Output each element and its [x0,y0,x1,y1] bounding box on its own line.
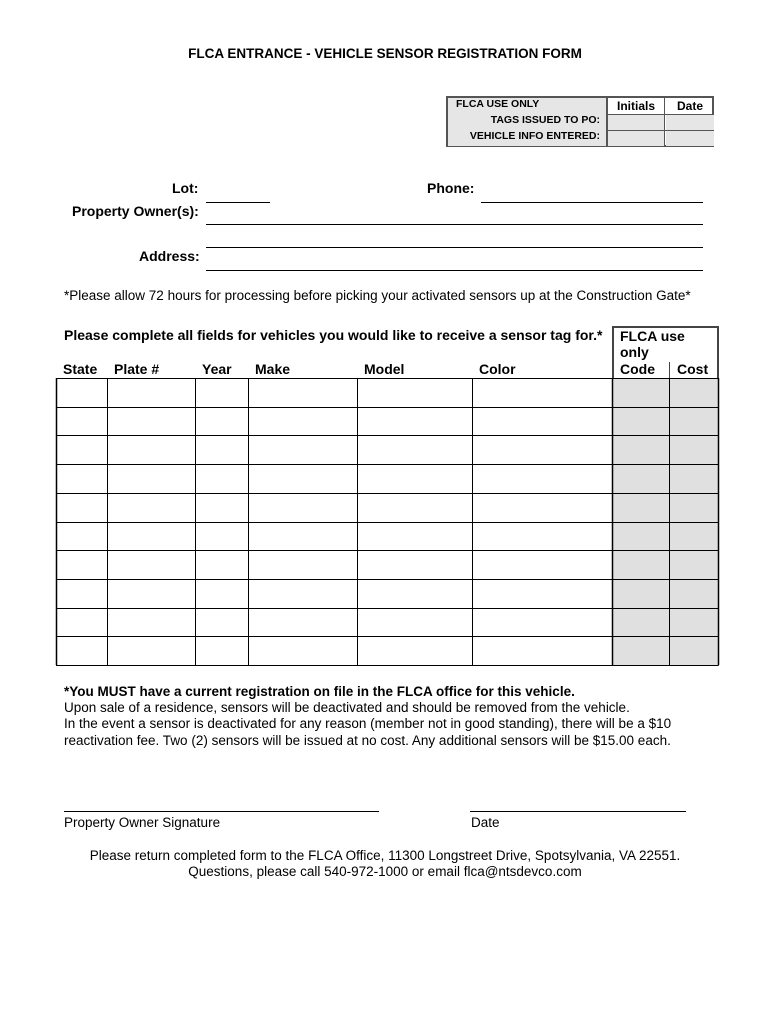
vehicle-info-entered-label: VEHICLE INFO ENTERED: [448,130,606,146]
date-signature-label: Date [471,815,500,830]
column-header-make: Make [255,361,291,377]
phone-label: Phone: [427,180,475,196]
flca-use-only-label: FLCA USE ONLY [448,98,606,114]
flca-use-only-column-label: FLCA use only [620,328,685,360]
column-header-code: Code [620,361,655,377]
column-header-color: Color [479,361,516,377]
tags-issued-label: TAGS ISSUED TO PO: [448,114,606,130]
deactivation-notice: In the event a sensor is deactivated for any reason (member not in good standing), there will be a $10 [64,716,672,731]
column-header-cost: Cost [677,361,709,377]
return-instructions: Please return completed form to the FLCA Office, 11300 Longstreet Drive, Spotsylvania, VA 22551. [89,848,681,863]
address-label: Address: [139,248,200,264]
fee-notice: reactivation fee. Two (2) sensors will be issued at no cost. Any additional sensors will be $15.00 each. [64,733,671,748]
property-owner-label: Property Owner(s): [72,203,199,219]
initials-header: Initials [616,99,655,113]
lot-label: Lot: [172,180,199,196]
owner-signature-label: Property Owner Signature [64,815,221,830]
column-header-state: State [63,361,98,377]
table-instruction: Please complete all fields for vehicles you would like to receive a sensor tag for.* [64,327,603,343]
processing-note: *Please allow 72 hours for processing before picking your activated sensors up at the Construction Gate* [64,288,691,303]
column-header-model: Model [364,361,405,377]
date-header: Date [676,99,703,113]
date-signature-line[interactable] [470,811,686,812]
sale-notice: Upon sale of a residence, sensors will be deactivated and should be removed from the vehicle. [64,700,630,715]
registration-notice: *You MUST have a current registration on file in the FLCA office for this vehicle. [64,684,575,699]
contact-info: Questions, please call 540-972-1000 or email flca@ntsdevco.com [188,864,582,879]
owner-signature-line[interactable] [64,811,379,812]
column-header-year: Year [202,361,232,377]
column-header-plate: Plate # [114,361,160,377]
form-title: FLCA ENTRANCE - VEHICLE SENSOR REGISTRATION FORM [188,46,582,61]
